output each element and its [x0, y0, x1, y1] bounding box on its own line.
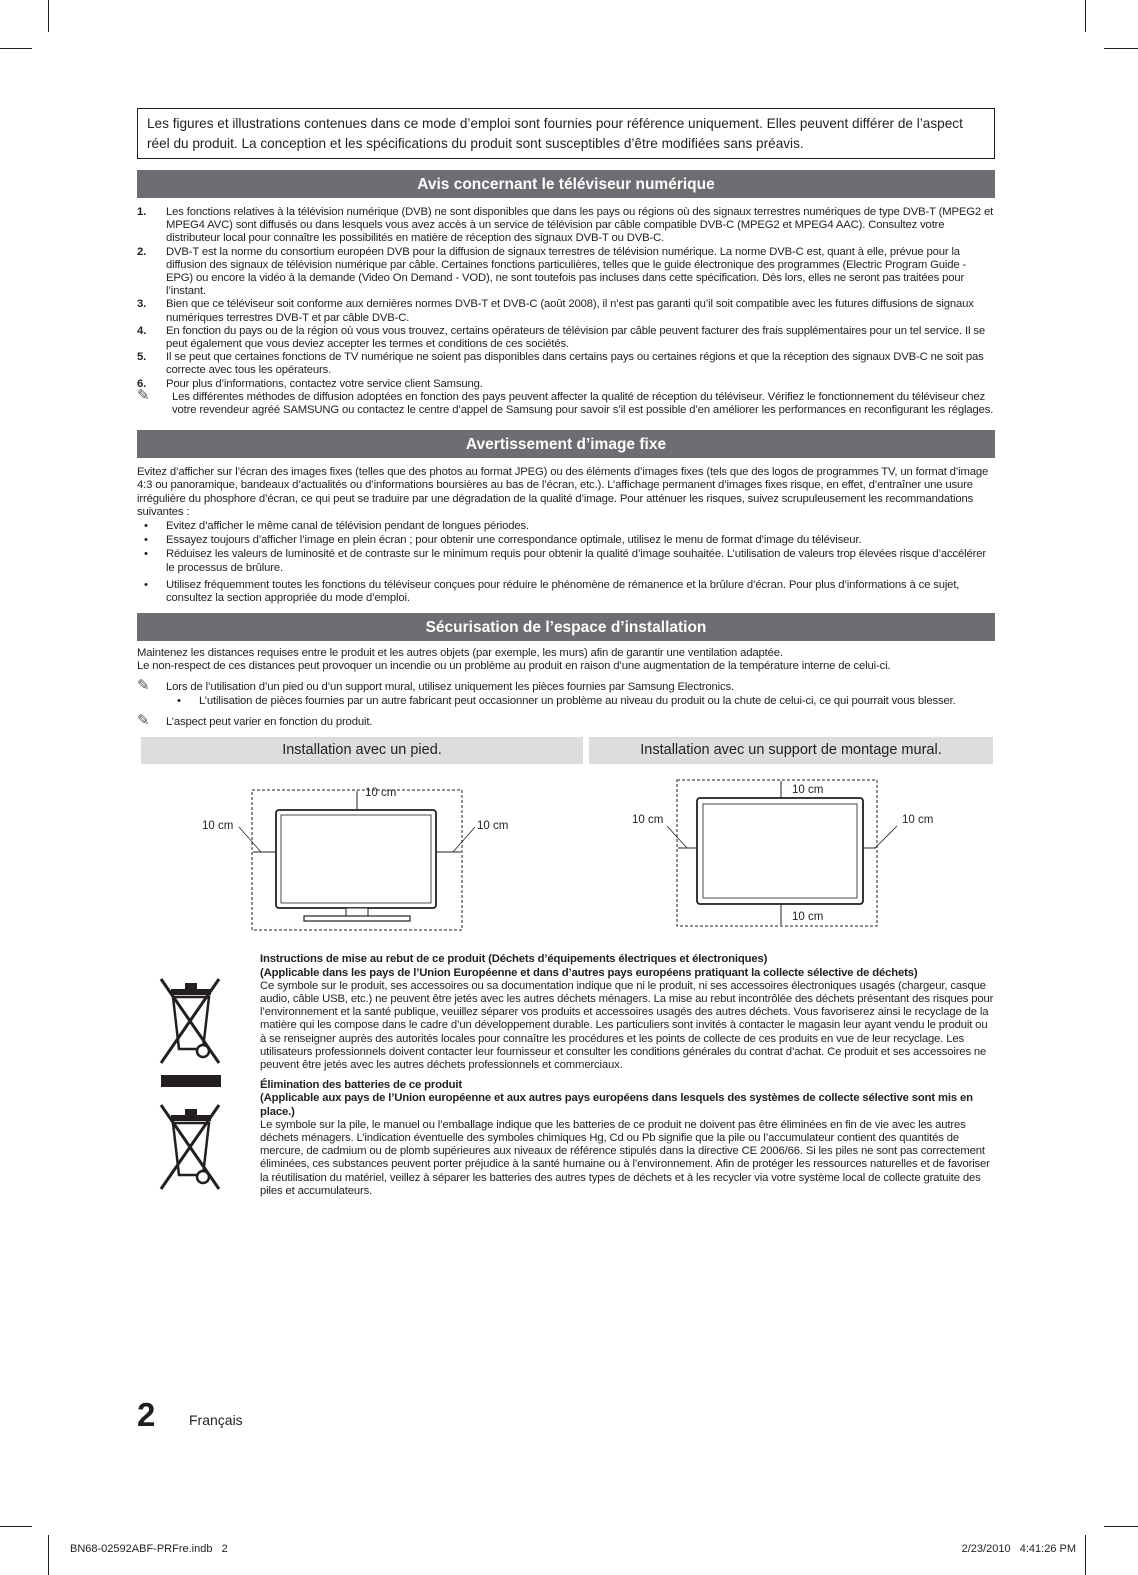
- item-text: Les fonctions relatives à la télévision numérique (DVB) ne sont disponibles que dans les pays ou régions où des signaux terrestres numériques de type DVB-T (MPEG2 et MPEG4 AVC) sont diffusés ou dans lesquels vous avez accès à un service de télévision par câble compatible DVB-C (MPEG2 et MPEG4 AAC). Consultez votre distributeur local pour connaître les possibilités en matière de réception des signaux DVB-T ou DVB-C.: [166, 206, 994, 245]
- crop-mark: [48, 0, 49, 32]
- installation-labels: [137, 737, 995, 764]
- wall-installation-label: Installation avec un support de montage mural.: [589, 737, 993, 764]
- list-item: [137, 206, 995, 246]
- still-image-intro: Evitez d’afficher sur l’écran des images fixes (telles que des photos au format JPEG) ou des éléments d’images fixes (tels que des logos de programmes TV, un format d’image 4:3 ou panoramique, bandeaux d’actualités ou d’informations boursières au bas de l’écran, etc.). L’affichage permanent d’images fixes risque, en effet, d’entraîner une usure irrégulière du phosphore d’écran, ce qui peut se traduire par une dégradation de la qualité d’image. Pour atténuer les risques, suivez scrupuleusement les recommandations suivantes :: [137, 466, 989, 518]
- print-slug-left: BN68-02592ABF-PRFre.indb 2: [70, 1543, 228, 1555]
- weee-body: Ce symbole sur le produit, ses accessoires ou sa documentation indique que ni le produit, ni ses accessoires électroniques usagés (chargeur, casque audio, câble USB, etc.) ne peuvent être jetés avec les autres déchets ménagers. La mise au rebut incontrôlée des déchets présentant des risques pour l’environnement et la santé publique, veuillez séparer vos produits et accessoires usagés des autres déchets. Vous favoriserez ainsi le recyclage de la matière qui les compose dans le cadre d’un développement durable. Les particuliers sont invités à contacter le magasin leur ayant vendu le produit ou à se renseigner auprès des autorités locales pour connaître les procédures et les points de collecte de ces produits en vue de leur recyclage. Les utilisateurs professionnels doivent contacter leur fournisseur et consulter les conditions générales du contrat d’achat. Ce produit et ses accessoires ne peuvent être jetés avec les autres déchets professionnels et commerciaux.: [260, 979, 994, 1071]
- crop-mark: [0, 48, 32, 49]
- item-number: 2.: [137, 245, 147, 258]
- item-text: Bien que ce téléviseur soit conforme aux dernières normes DVB-T et DVB-C (août 2008), il n’est pas garanti qu’il soit compatible avec les futures diffusions de signaux numériques terrestres DVB-T et par câble DVB-C.: [166, 298, 974, 324]
- installation-diagrams: [137, 764, 995, 939]
- section-title-still-image: Avertissement d’image fixe: [137, 430, 995, 458]
- list-item: [137, 351, 995, 377]
- weee-disposal-block: [137, 953, 995, 1072]
- dimension-right: 10 cm: [477, 820, 509, 833]
- installation-line2: Le non-respect de ces distances peut provoquer un incendie ou un problème au produit en raison d’une augmentation de la température interne de celui-ci.: [137, 660, 891, 673]
- pencil-note-icon: ✎: [137, 386, 150, 404]
- list-item: • Réduisez les valeurs de luminosité et de contraste sur le minimum requis pour obtenir la qualité d’image souhaitée. L’utilisation de valeurs trop élevées risque d’accélérer le processus de brûlure.: [137, 548, 995, 574]
- page-language: Français: [189, 1412, 243, 1428]
- battery-text: [260, 1079, 995, 1198]
- list-item: • Evitez d’afficher le même canal de télévision pendant de longues périodes.: [137, 520, 995, 533]
- pencil-note-icon: ✎: [137, 712, 150, 730]
- battery-body: Le symbole sur la pile, le manuel ou l’emballage indique que les batteries de ce produit ne doivent pas être éliminées en fin de vie avec les autres déchets ménagers. L’indication éventuelle des symboles chimiques Hg, Cd ou Pb signifie que la pile ou l’accumulateur contient des quantités de mercure, de cadmium ou de plomb supérieures aux niveaux de référence stipulés dans la directive CE 2006/66. Si les piles ne sont pas correctement éliminées, ces substances peuvent porter préjudice à la santé humaine ou à l’environnement. Afin de protéger les ressources naturelles et de favoriser la réutilisation du matériel, veillez à séparer les batteries des autres types de déchets et à les recycler via votre système local de collecte gratuite des piles et accumulateurs.: [260, 1118, 990, 1197]
- item-number: 5.: [137, 351, 147, 364]
- list-item: [137, 325, 995, 351]
- pencil-note-icon: ✎: [137, 676, 150, 694]
- list-item: • Essayez toujours d’afficher l’image en plein écran ; pour obtenir une correspondance optimale, utilisez le menu de format d’image du téléviseur.: [137, 534, 995, 547]
- note-stand: [137, 676, 995, 694]
- item-text: Il se peut que certaines fonctions de TV numérique ne soient pas disponibles dans certains pays ou certaines régions et que la réception des signaux DVB-C ne soit pas correcte avec tous les opérateurs.: [166, 351, 984, 377]
- note-reception: [137, 386, 995, 417]
- list-item: [137, 246, 995, 299]
- item-text: En fonction du pays ou de la région où vous vous trouvez, certains opérateurs de télévision par câble peuvent facturer des frais supplémentaires pour un tel service. Il se peut également que vous deviez accepter les termes et conditions de ces sociétés.: [166, 324, 985, 351]
- page-number: 2: [137, 1396, 156, 1433]
- still-image-bullets: [137, 520, 995, 605]
- crop-mark: [1104, 1526, 1138, 1527]
- disclaimer-box: Les figures et illustrations contenues dans ce mode d’emploi sont fournies pour référence uniquement. Elles peuvent différer de l’aspect réel du produit. La conception et les spécifications du produit sont susceptibles d’être modifiées sans préavis.: [137, 108, 995, 159]
- section-title-installation: Sécurisation de l’espace d’installation: [137, 613, 995, 641]
- crossed-out-bin-icon: [153, 1097, 229, 1193]
- digital-tv-list: [137, 206, 995, 391]
- dimension-left: 10 cm: [632, 814, 664, 827]
- crop-mark: [1085, 0, 1086, 32]
- page-content: [137, 108, 995, 1198]
- stand-installation-label: Installation avec un pied.: [141, 737, 583, 764]
- item-number: 6.: [137, 377, 147, 390]
- crop-mark: [0, 1526, 32, 1527]
- crop-mark: [1104, 48, 1138, 49]
- note-text: Les différentes méthodes de diffusion adoptées en fonction des pays peuvent affecter la qualité de réception du téléviseur. Vérifiez le fonctionnement du téléviseur chez votre revendeur agréé SAMSUNG ou contactez le centre d’appel de Samsung pour savoir s’il est possible d’en améliorer les performances en reconfigurant les réglages.: [172, 390, 994, 417]
- item-number: 3.: [137, 298, 147, 311]
- dimension-top: 10 cm: [365, 787, 397, 800]
- list-item: • L’utilisation de pièces fournies par un autre fabricant peut occasionner un problème au niveau du produit ou la chute de celui-ci, ce qui pourrait vous blesser.: [170, 695, 995, 708]
- battery-disposal-block: [137, 1079, 995, 1198]
- battery-subtitle: (Applicable aux pays de l’Union européenne et aux autres pays européens dans lesquels des systèmes de collecte sélective sont mis en place.): [260, 1092, 973, 1118]
- crop-mark: [48, 1535, 49, 1575]
- stand-bullets: [170, 695, 995, 708]
- note-text: L’aspect peut varier en fonction du produit.: [166, 716, 373, 729]
- crossed-out-bin-icon: [153, 971, 229, 1087]
- weee-text: [260, 953, 995, 1072]
- note-appearance: [137, 712, 995, 730]
- item-number: 1.: [137, 206, 147, 218]
- dimension-bottom: 10 cm: [792, 911, 824, 924]
- dimension-left: 10 cm: [202, 820, 234, 833]
- print-slug-right: 2/23/2010 4:41:26 PM: [961, 1543, 1076, 1555]
- list-item: [137, 298, 995, 324]
- note-text: Lors de l’utilisation d’un pied ou d’un support mural, utilisez uniquement les pièces fournies par Samsung Electronics.: [166, 680, 735, 693]
- section-title-digital-tv: Avis concernant le téléviseur numérique: [137, 170, 995, 198]
- weee-subtitle: (Applicable dans les pays de l’Union Européenne et dans d’autres pays européens pratiquant la collecte sélective de déchets): [260, 966, 918, 979]
- list-item: • Utilisez fréquemment toutes les fonctions du téléviseur conçues pour réduire le phénomène de rémanence et la brûlure d’écran. Pour plus d’informations à ce sujet, consultez la section appropriée du mode d’emploi.: [137, 579, 995, 605]
- weee-title: Instructions de mise au rebut de ce produit (Déchets d’équipements électriques et électroniques): [260, 953, 768, 966]
- stand-tv-diagram: [199, 782, 529, 934]
- crop-mark: [1085, 1535, 1086, 1575]
- dimension-top: 10 cm: [792, 784, 824, 797]
- item-number: 4.: [137, 324, 147, 337]
- dimension-right: 10 cm: [902, 814, 934, 827]
- installation-line1: Maintenez les distances requises entre le produit et les autres objets (par exemple, les murs) afin de garantir une ventilation adaptée.: [137, 647, 783, 660]
- list-item: [137, 378, 995, 391]
- item-text: DVB-T est la norme du consortium européen DVB pour la diffusion de signaux terrestres de télévision numérique. La norme DVB-C est, quant à elle, prévue pour la diffusion des signaux de télévision numérique par câble. Certaines fonctions particulières, telles que le guide électronique des programmes (Electric Program Guide - EPG) ou encore la vidéo à la demande (Video On Demand - VOD), ne sont toutefois pas incluses dans cette spécification. Dès lors, elles ne seront pas traitées pour l’instant.: [166, 245, 967, 298]
- item-text: Pour plus d’informations, contactez votre service client Samsung.: [166, 377, 483, 390]
- battery-title: Élimination des batteries de ce produit: [260, 1079, 462, 1092]
